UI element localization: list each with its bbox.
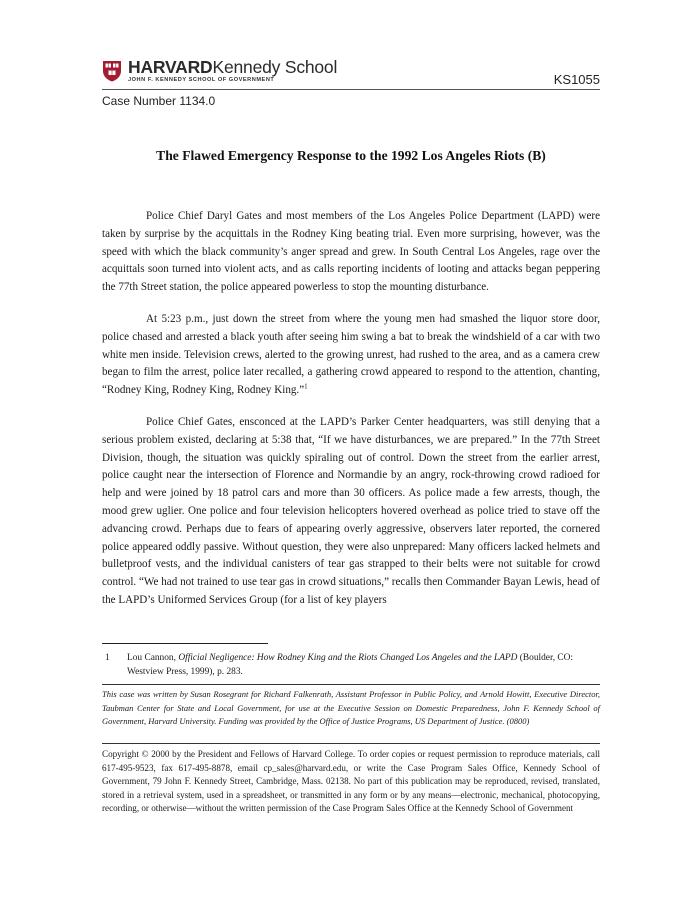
footnote-divider: [102, 643, 268, 644]
paragraph: [102, 414, 600, 610]
logo-wordmark: [128, 57, 337, 78]
harvard-shield-icon: [102, 60, 122, 82]
paragraph-text: Police Chief Daryl Gates and most members of the Los Angeles Police Department (LAPD) were taken by surprise by the acquittals in the Rodney King beating trial. Even more surprising, however, was the speed with which the black community’s anger spread and grew. In South Central Los Angeles, rage over the acquittals soon turned into violent acts, and as calls reporting incidents of looting and attacks began peppering the 77th Street station, the police appeared powerless to stop the mounting disturbance.: [102, 210, 600, 294]
logo-subtitle: JOHN F. KENNEDY SCHOOL OF GOVERNMENT: [128, 77, 275, 83]
paragraph: [102, 208, 600, 297]
footnote-reference: 1: [304, 382, 308, 391]
paragraph-text: Police Chief Gates, ensconced at the LAPD’s Parker Center headquarters, was still denying that a serious problem existed, declaring at 5:38 that, “If we have disturbances, we are prepared.” In the 77th Street Division, though, the situation was quickly spiraling out of control. Down the street from the earlier arrest, police caught near the intersection of Florence and Normandie by an angry, rock-throwing crowd radioed for help and were joined by 18 patrol cars and more than 30 officers. As police made a few arrests, though, the mood grew uglier. One police and four television helicopters hovered overhead as police tried to stave off the advancing crowd. Perhaps due to fears of appearing overly aggressive, observers later reported, the cornered police appeared oddly passive. Without question, they were also unprepared: Many officers lacked helmets and bulletproof vests, and the individual canisters of tear gas strapped to their belts were not suitable for crowd control. “We had not trained to use tear gas in crowd situations,” recalls then Commander Bayan Lewis, head of the LAPD’s Uniformed Services Group (for a list of key players: [102, 415, 600, 606]
logo-brand-bold: HARVARD: [128, 57, 213, 77]
paragraph: [102, 311, 600, 400]
document-title: The Flawed Emergency Response to the 1992 Los Angeles Riots (B): [156, 148, 546, 163]
logo-brand-rest: Kennedy School: [212, 57, 338, 77]
case-authorship-note: This case was written by Susan Rosegrant for Richard Falkenrath, Assistant Professor in Public Policy, and Arnold Howitt, Executive Director, Taubman Center for State and Local Government, for use at the Executive Session on Domestic Preparedness, John F. Kennedy School of Government, Harvard University. Funding was provided by the Office of Justice Programs, US Department of Justice. (0800): [102, 689, 600, 727]
footnote: [102, 652, 600, 679]
copyright-divider: [102, 743, 600, 744]
body-text: [102, 208, 600, 624]
case-note-divider: [102, 684, 600, 685]
footnote-text: [127, 652, 600, 679]
copyright-notice: Copyright © 2000 by the President and Fellows of Harvard College. To order copies or request permission to reproduce materials, call 617-495-9523, fax 617-495-8878, email cp_sales@harvard.edu, or write the Case Program Sales Office, Kennedy School of Government, 79 John F. Kennedy Street, Cambridge, Mass. 02138. No part of this publication may be reproduced, revised, translated, stored in a retrieval system, used in a spreadsheet, or transmitted in any form or by any means—electronic, mechanical, photocopying, recording, or otherwise—without the written permission of the Case Program Sales Office at the Kennedy School of Government: [102, 749, 600, 814]
case-number: Case Number 1134.0: [102, 94, 216, 108]
footnote-publication: (Boulder, CO: Westview Press, 1999), p. 283.: [127, 653, 574, 677]
header-divider: [102, 89, 600, 90]
footnote-work-title: Official Negligence: How Rodney King and the Riots Changed Los Angeles and the LAPD: [178, 653, 518, 663]
paragraph-text: At 5:23 p.m., just down the street from where the young men had smashed the liquor store door, police chased and arrested a black youth after seeing him swing a bat to break the windshield of a car with two white men inside. Television crews, alerted to the growing unrest, had rushed to the area, and as a camera crew began to film the arrest, police later recalled, a gathering crowd appeared to respond to the attention, chanting, “Rodney King, Rodney King, Rodney King.”: [102, 312, 600, 397]
footnote-author: Lou Cannon,: [127, 653, 179, 663]
footnote-number: 1: [105, 653, 110, 663]
case-code: KS1055: [553, 72, 600, 87]
harvard-kennedy-school-logo: [102, 57, 342, 84]
